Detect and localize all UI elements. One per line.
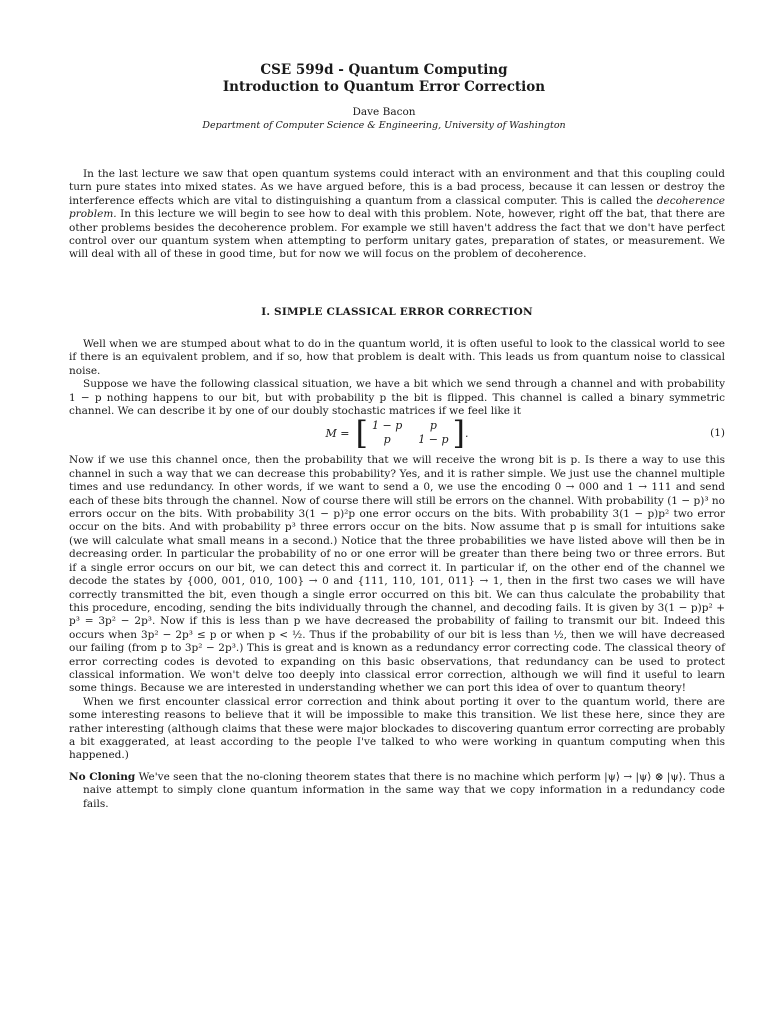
matrix-cell-21: p bbox=[383, 433, 391, 447]
paragraph-4: When we first encounter classical error correction and think about porting it over to the quantum world, there are some interesting reasons to believe that it will be impossible to make this transition. We list these here, since they are rather interesting (although claims that these were major blockades to discovering quantum error correcting are probably a bit exaggerated, at least according to the people I've talked to who were working in quantum computing when this happened.) bbox=[69, 695, 725, 762]
matrix-cell-22: 1 − p bbox=[418, 433, 449, 447]
paper-title bbox=[0, 62, 768, 96]
intro-emphasis: decoherence problem. bbox=[69, 194, 725, 221]
matrix-cell-12: p bbox=[429, 419, 437, 433]
section-body bbox=[69, 338, 725, 811]
section-heading: I. SIMPLE CLASSICAL ERROR CORRECTION bbox=[261, 306, 533, 318]
equation-period: . bbox=[464, 426, 469, 440]
author-name: Dave Bacon bbox=[352, 106, 416, 118]
matrix-cell-11: 1 − p bbox=[371, 419, 403, 433]
intro-block bbox=[69, 168, 725, 262]
paragraph-1: Well when we are stumped about what to do in the quantum world, it is often useful to look to the classical world to see if there is an equivalent problem, and if so, how that problem is dealt with. This leads us from quantum noise to classical noise. bbox=[69, 338, 725, 377]
matrix bbox=[355, 414, 465, 453]
intro-text-2: In this lecture we will begin to see how to deal with this problem. Note, however, right off the bat, that there are other problems besides the decoherence problem. For example we still haven't address the fact that we don't have perfect control over our quantum system when attempting to perform unitary gates, preparation of states, or measurement. We will deal with all of these in good time, but for now we will focus on the problem of decoherence. bbox=[69, 208, 725, 261]
no-cloning-item bbox=[69, 771, 725, 811]
matrix-grid bbox=[368, 419, 453, 447]
equation-lhs: M = bbox=[325, 426, 350, 440]
left-bracket: [ bbox=[355, 414, 368, 453]
equation-row bbox=[69, 414, 725, 454]
paragraph-3: Now if we use this channel once, then the probability that we will receive the wrong bit is p. Is there a way to use this channel in such a way that we can decrease this probability? Yes, and it is rather simple. We just use the channel multiple times and use redundancy. In other words, if we want to send a 0, we use the encoding 0 → 000 and 1 → 111 and send each of these bits through the channel. Now of course there will still be errors on the channel. With probability (1 − p)³ no errors occur on the bits. With probability 3(1 − p)²p one error occurs on the bits. With probability 3(1 − p)p² two error occur on the bits. And with probability p³ three errors occur on the bits. Now assume that p is small for intuitions sake (we will calculate what small means in a second.) Notice that the three probabilities we have listed above will then be in decreasing order. In particular the probability of no or one error will be greater than there being two or three errors. But if a single error occurs on our bit, we can detect this and correct it. In particular if, on the other end of the channel we decode the states by {000, 001, 010, 100} → 0 and {111, 110, 101, 011} → 1, then in the first two cases we will have correctly transmitted the bit, even though a single error occurred on this bit. We can thus calculate the probability that this procedure, encoding, sending the bits individually through the channel, and decoding fails. It is given by 3(1 − p)p² + p³ = 3p² − 2p³. Now if this is less than p we have decreased the probability of failing to transmit our bit. Indeed this occurs when 3p² − 2p³ ≤ p or when p < ½. Thus if the probability of our bit is less than ½, then we will have decreased our failing (from p to 3p² − 2p³.) This is great and is known as a redundancy error correcting code. The classical theory of error correcting codes is devoted to expanding on this basic observations, that redundancy can be used to protect classical information. We won't delve too deeply into classical error correction, although we will find it useful to learn some things. Because we are interested in understanding whether we can port this idea of over to quantum theory! bbox=[69, 454, 725, 695]
right-bracket: ] bbox=[452, 414, 465, 453]
intro-paragraph bbox=[69, 168, 725, 262]
equation-number: (1) bbox=[710, 427, 725, 440]
matrix-equation bbox=[69, 414, 725, 453]
item-label: No Cloning bbox=[69, 770, 136, 783]
title-line-2: Introduction to Quantum Error Correction bbox=[222, 79, 546, 95]
author-affiliation: Department of Computer Science & Engineering, University of Washington bbox=[202, 120, 566, 131]
title-line-1: CSE 599d - Quantum Computing bbox=[260, 62, 508, 78]
intro-text-1: In the last lecture we saw that open quantum systems could interact with an environment and that this coupling could turn pure states into mixed states. As we have argued before, this is a bad process, because it can lessen or destroy the interference effects which are vital to distinguishing a quantum from a classical computer. This is called the bbox=[69, 168, 725, 207]
item-text: We've seen that the no-cloning theorem states that there is no machine which perform |ψ⟩ → |ψ⟩ ⊗ |ψ⟩. Thus a naive attempt to simply clone quantum information in the same way that we copy information in a redundancy code fails. bbox=[83, 770, 725, 810]
paper-header bbox=[0, 62, 768, 131]
paragraph-2: Suppose we have the following classical situation, we have a bit which we send through a channel and with probability 1 − p nothing happens to our bit, but with probability p the bit is flipped. This channel is called a binary symmetric channel. We can describe it by one of our doubly stochastic matrices if we feel like it bbox=[69, 378, 725, 418]
